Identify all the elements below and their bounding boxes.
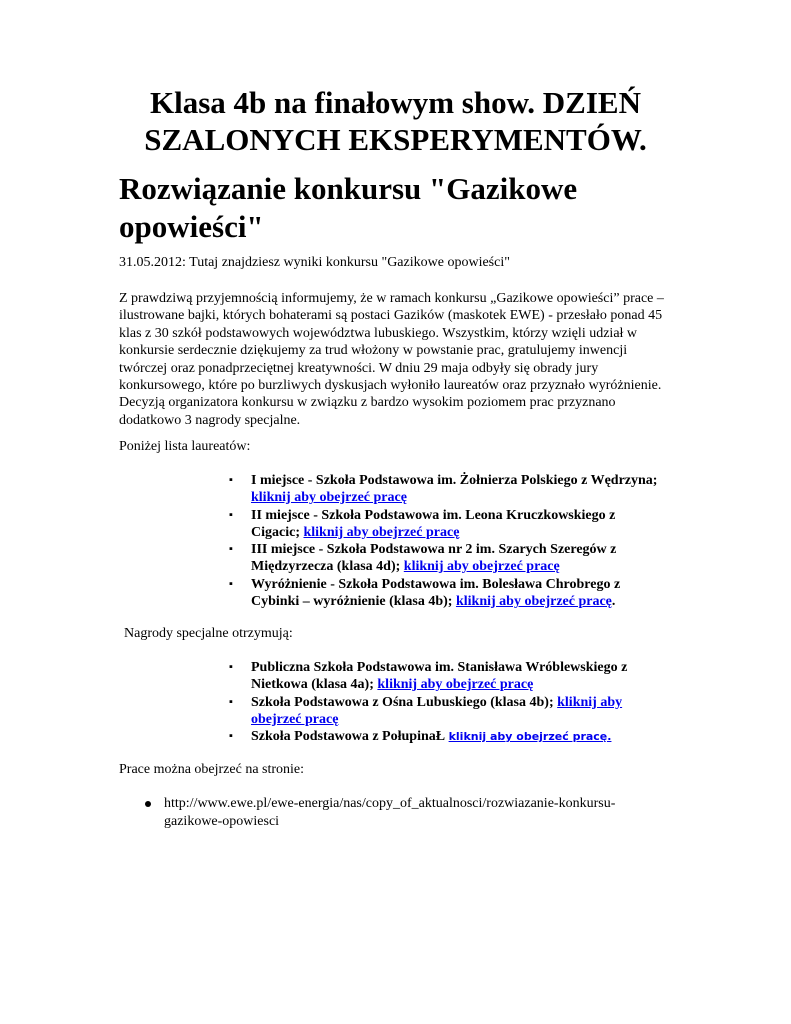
item-suffix: . bbox=[611, 594, 616, 610]
square-bullet-icon: ▪ bbox=[229, 695, 233, 708]
laureates-list bbox=[229, 472, 659, 610]
round-bullet-icon bbox=[145, 801, 151, 807]
square-bullet-icon: ▪ bbox=[229, 661, 233, 673]
list-item bbox=[229, 507, 659, 542]
works-url: http://www.ewe.pl/ewe-energia/nas/copy_of_aktualnosci/rozwiazanie-konkursu-gazikowe-opowiesci bbox=[164, 796, 616, 829]
square-bullet-icon: ▪ bbox=[229, 474, 233, 486]
laureate-text: II miejsce - Szkoła Podstawowa im. Leona Kruczkowskiego z Cigacic; bbox=[251, 507, 616, 540]
view-work-link[interactable]: kliknij aby obejrzeć pracę bbox=[303, 524, 460, 540]
contest-result-heading: Rozwiązanie konkursu "Gazikowe opowieści" bbox=[119, 171, 578, 244]
square-bullet-icon: ▪ bbox=[229, 577, 233, 590]
laureate-text: Wyróżnienie - Szkoła Podstawowa im. Bolesława Chrobrego z Cybinki – wyróżnienie (klasa 4b); bbox=[251, 576, 621, 610]
announcement-paragraph: Z prawdziwą przyjemnością informujemy, że w ramach konkursu „Gazikowe opowieści” prace – ilustrowane bajki, których bohaterami są postaci Gazików (maskotek EWE) - przesłało ponad 45 klas z 30 szkół podstawowych województwa lubuskiego. Wszystkim, którzy wzięli udział w konkursie serdecznie dziękujemy za trud włożony w powstanie prac, gratulujemy inwencji twórczej oraz ponadprzeciętnej kreatywności. W dniu 29 maja odbyły się obrady jury konkursowego, które po burzliwych dyskusjach wyłoniło laureatów oraz przyznało wyróżnienie. Decyzją organizatora konkursu w związku z bardzo wysokim poziomem prac przyznano dodatkowo 3 nagrody specjalne. bbox=[119, 291, 664, 428]
list-item bbox=[229, 472, 659, 507]
special-prizes-list bbox=[229, 659, 659, 745]
special-prize-text: Szkoła Podstawowa z PołupinaŁ bbox=[251, 729, 449, 745]
list-item bbox=[229, 659, 659, 694]
list-item bbox=[229, 576, 659, 611]
page-title: Klasa 4b na finałowym show. DZIEŃ SZALONYCH EKSPERYMENTÓW. bbox=[144, 85, 647, 157]
list-item bbox=[229, 694, 659, 729]
url-list bbox=[145, 795, 665, 830]
list-item bbox=[229, 541, 659, 576]
list-item bbox=[229, 728, 659, 745]
works-intro: Prace można obejrzeć na stronie: bbox=[119, 762, 305, 777]
special-prize-text: Szkoła Podstawowa z Ośna Lubuskiego (klasa 4b); bbox=[251, 694, 558, 710]
square-bullet-icon: ▪ bbox=[229, 508, 233, 521]
square-bullet-icon: ▪ bbox=[229, 543, 233, 556]
laureate-text: III miejsce - Szkoła Podstawowa nr 2 im. Szarych Szeregów z Międzyrzecza (klasa 4d); bbox=[251, 542, 617, 575]
square-bullet-icon: ▪ bbox=[229, 730, 233, 743]
view-work-link[interactable]: kliknij aby obejrzeć pracę bbox=[455, 594, 612, 610]
laureates-intro: Poniżej lista laureatów: bbox=[119, 439, 251, 454]
view-work-link[interactable]: kliknij aby obejrzeć pracę bbox=[377, 677, 534, 693]
laureate-text: I miejsce - Szkoła Podstawowa im. Żołnierza Polskiego z Wędrzyna; bbox=[251, 473, 658, 488]
view-work-link[interactable]: kliknij aby obejrzeć pracę bbox=[251, 694, 623, 727]
special-prize-text: Publiczna Szkoła Podstawowa im. Stanisława Wróblewskiego z Nietkowa (klasa 4a); bbox=[251, 660, 628, 693]
view-work-link[interactable]: kliknij aby obejrzeć pracę bbox=[403, 559, 560, 575]
date-line: 31.05.2012: Tutaj znajdziesz wyniki konkursu "Gazikowe opowieści" bbox=[119, 255, 510, 270]
list-item bbox=[145, 795, 665, 830]
view-work-link[interactable]: kliknij aby obejrzeć pracę bbox=[251, 490, 407, 506]
special-prizes-intro: Nagrody specjalne otrzymują: bbox=[124, 626, 293, 641]
view-work-link[interactable]: kliknij aby obejrzeć pracę. bbox=[448, 730, 612, 744]
